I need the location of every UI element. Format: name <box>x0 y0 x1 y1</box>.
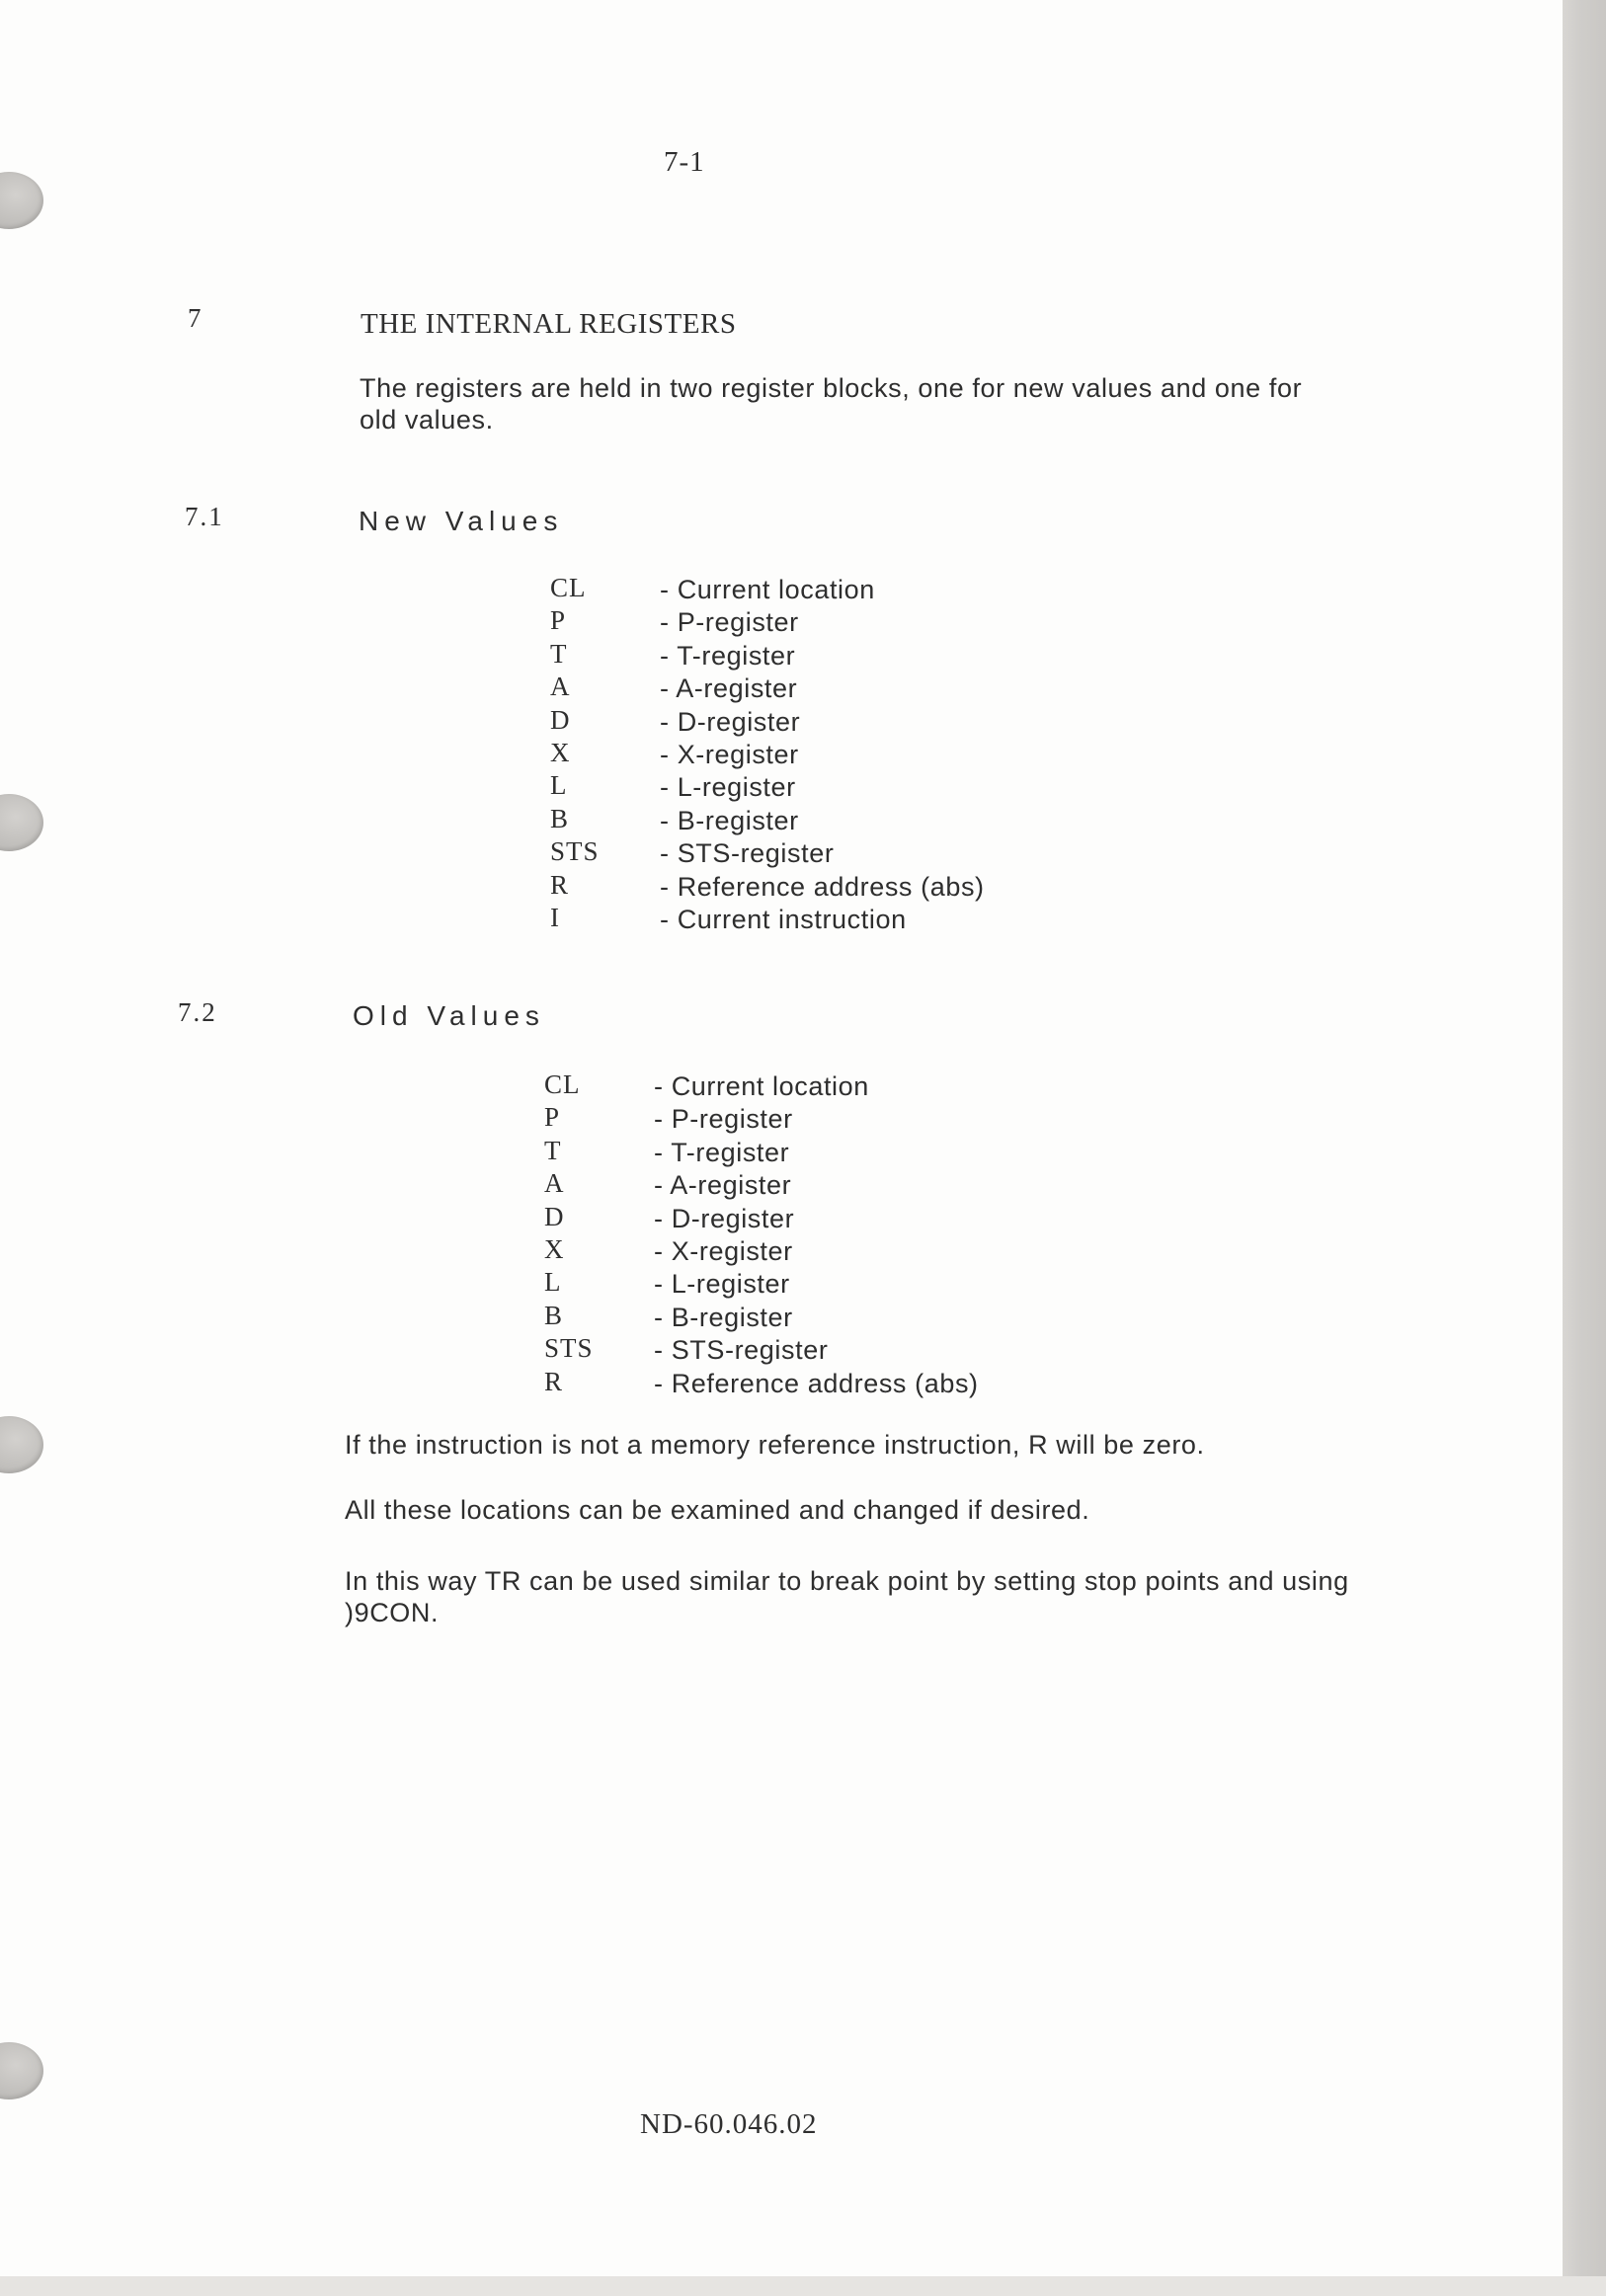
register-description: - D-register <box>660 706 801 737</box>
binder-hole <box>0 794 43 851</box>
register-code: I <box>550 902 560 932</box>
register-code: L <box>544 1267 562 1298</box>
register-code: T <box>550 638 568 669</box>
note-paragraph: If the instruction is not a memory reference instruction, R will be zero. <box>345 1430 1205 1460</box>
register-description: - T-register <box>660 640 796 671</box>
register-code: X <box>550 737 571 767</box>
register-code: CL <box>544 1069 581 1099</box>
register-description: - STS-register <box>654 1335 829 1366</box>
register-description: - Current location <box>660 575 875 604</box>
register-code: CL <box>550 573 587 602</box>
register-code: B <box>544 1300 564 1330</box>
register-description: - B-register <box>654 1302 793 1332</box>
register-description: - X-register <box>654 1235 793 1266</box>
register-code: A <box>544 1168 565 1199</box>
chapter-intro: The registers are held in two register blocks, one for new values and one for old values. <box>360 373 1303 435</box>
register-description: - L-register <box>660 772 796 803</box>
register-code: X <box>544 1233 565 1264</box>
register-code: A <box>550 672 571 702</box>
register-description: - T-register <box>654 1137 790 1167</box>
chapter-number: 7 <box>188 303 203 333</box>
register-code: R <box>550 869 570 900</box>
register-description: - A-register <box>654 1170 792 1201</box>
register-description: - D-register <box>654 1203 795 1233</box>
register-description: - Current instruction <box>660 904 907 934</box>
register-code: D <box>550 704 571 735</box>
note-paragraph: All these locations can be examined and changed if desired. <box>345 1495 1090 1525</box>
register-description: - X-register <box>660 739 799 769</box>
register-code: T <box>544 1135 562 1165</box>
register-description: - P-register <box>660 607 799 638</box>
register-description: - Current location <box>654 1071 869 1101</box>
register-code: STS <box>550 836 600 867</box>
register-code: P <box>550 605 567 636</box>
section-title: New Values <box>359 506 564 536</box>
chapter-title: THE INTERNAL REGISTERS <box>361 308 737 340</box>
register-code: B <box>550 803 570 833</box>
register-code: R <box>544 1366 564 1396</box>
binder-hole <box>0 1416 43 1473</box>
register-code: L <box>550 770 568 801</box>
register-code: P <box>544 1102 561 1133</box>
section-number: 7.2 <box>178 997 217 1027</box>
page-edge-shadow <box>1563 0 1606 2296</box>
binder-hole <box>0 172 43 229</box>
binder-hole <box>0 2042 43 2099</box>
note-paragraph: In this way TR can be used similar to break point by setting stop points and using )9CON. <box>345 1566 1349 1627</box>
register-code: STS <box>544 1333 594 1364</box>
page-bottom-edge <box>0 2276 1606 2296</box>
page-number: 7-1 <box>664 146 705 178</box>
document-id: ND-60.046.02 <box>640 2108 818 2140</box>
section-title: Old Values <box>353 1000 545 1031</box>
register-description: - A-register <box>660 673 798 704</box>
register-code: D <box>544 1201 565 1231</box>
register-description: - STS-register <box>660 838 835 869</box>
register-description: - Reference address (abs) <box>660 871 985 902</box>
register-description: - L-register <box>654 1269 790 1300</box>
section-number: 7.1 <box>185 502 224 531</box>
register-description: - Reference address (abs) <box>654 1368 979 1398</box>
register-description: - P-register <box>654 1104 793 1135</box>
register-description: - B-register <box>660 805 799 835</box>
